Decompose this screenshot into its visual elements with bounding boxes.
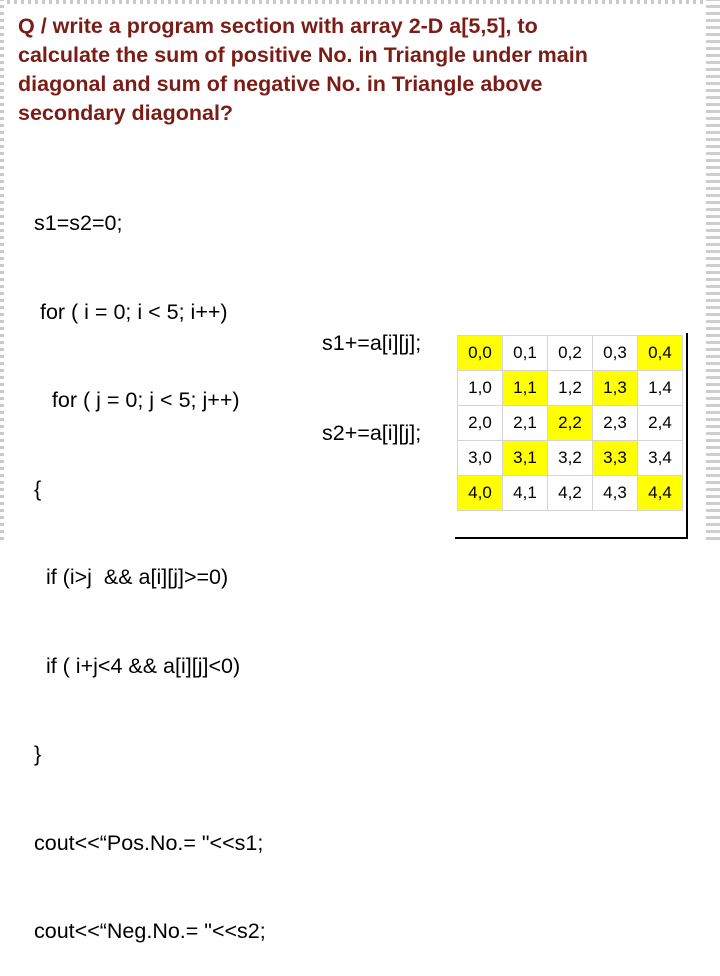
- code-line: }: [34, 742, 42, 766]
- code-line: s1=s2=0;: [34, 211, 123, 235]
- grid-cell: 1,4: [638, 371, 683, 406]
- grid-cell: 2,0: [458, 406, 503, 441]
- code-line: for ( i = 0; i < 5; i++): [34, 299, 228, 324]
- grid-cell: 1,3: [593, 371, 638, 406]
- index-grid: [457, 335, 683, 511]
- grid-cell: 0,1: [503, 336, 548, 371]
- grid-cell: 1,1: [503, 371, 548, 406]
- grid-cell: 0,3: [593, 336, 638, 371]
- grid-cell: 4,1: [503, 476, 548, 511]
- grid-cell: 2,2: [548, 406, 593, 441]
- grid-cell: 2,3: [593, 406, 638, 441]
- grid-cell: 4,0: [458, 476, 503, 511]
- code-statements-right: [322, 268, 421, 478]
- code-line: cout<<“Neg.No.= "<<s2;: [34, 919, 266, 943]
- grid-cell: 4,3: [593, 476, 638, 511]
- grid-cell: 2,4: [638, 406, 683, 441]
- code-line: for ( j = 0; j < 5; j++): [34, 388, 240, 412]
- grid-cell: 1,2: [548, 371, 593, 406]
- code-line: s2+=a[i][j];: [322, 421, 422, 445]
- grid-cell: 3,2: [548, 441, 593, 476]
- grid-row: [458, 371, 683, 406]
- grid-row: [458, 406, 683, 441]
- left-border-decoration: [0, 0, 4, 540]
- code-line: if (i>j && a[i][j]>=0): [34, 565, 229, 589]
- grid-row: [458, 336, 683, 371]
- title-line: diagonal and sum of negative No. in Triangle above: [18, 72, 543, 96]
- code-line: s1+=a[i][j];: [322, 331, 422, 355]
- top-border-decoration: [0, 0, 706, 4]
- right-border-decoration: [706, 0, 720, 540]
- grid-cell: 4,4: [638, 476, 683, 511]
- grid-cell: 0,0: [458, 336, 503, 371]
- grid-cell: 3,0: [458, 441, 503, 476]
- grid-cell: 1,0: [458, 371, 503, 406]
- grid-cell: 4,2: [548, 476, 593, 511]
- code-block: [34, 150, 334, 976]
- grid-cell: 3,3: [593, 441, 638, 476]
- title-line: Q / write a program section with array 2-D a[5,5], to: [18, 14, 538, 38]
- title-line: calculate the sum of positive No. in Triangle under main: [18, 43, 588, 67]
- question-title: [18, 12, 698, 128]
- grid-cell: 2,1: [503, 406, 548, 441]
- grid-cell: 3,1: [503, 441, 548, 476]
- code-line: {: [34, 476, 42, 501]
- grid-row: [458, 476, 683, 511]
- code-line: cout<<“Pos.No.= "<<s1;: [34, 830, 264, 855]
- grid-row: [458, 441, 683, 476]
- title-line: secondary diagonal?: [18, 101, 234, 125]
- grid-cell: 0,2: [548, 336, 593, 371]
- code-line: if ( i+j<4 && a[i][j]<0): [34, 653, 241, 678]
- grid-cell: 0,4: [638, 336, 683, 371]
- grid-cell: 3,4: [638, 441, 683, 476]
